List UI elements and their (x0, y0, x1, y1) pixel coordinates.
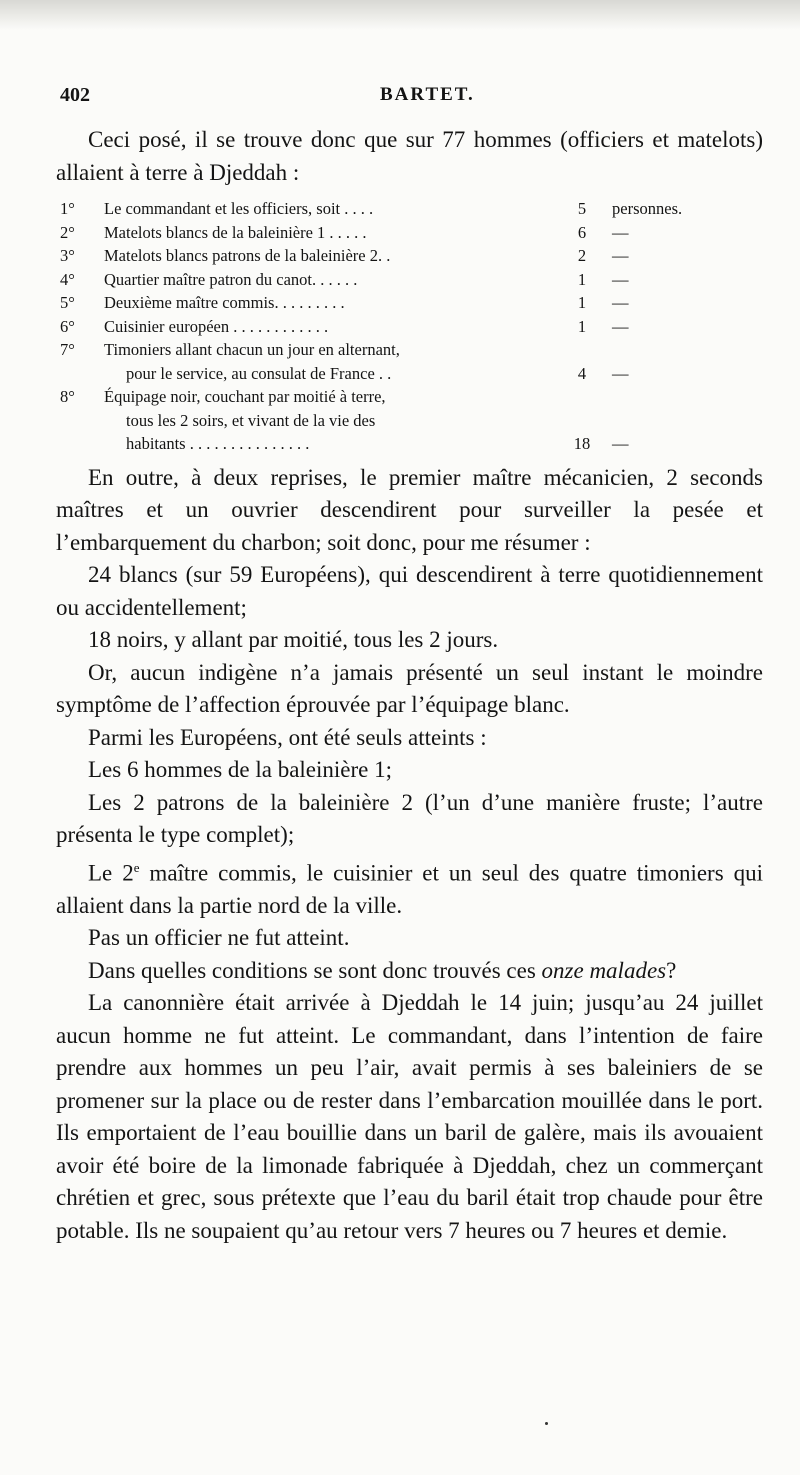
paragraph: La canonnière était arrivée à Djeddah le 14 juin; jusqu’au 24 juillet aucun homme ne fut atteint. Le commandant, dans l’intention de faire prendre aux hommes un peu l’air, avait permis à ses baleiniers de se promener sur la place ou de rester dans l’embarcation mouillée dans le port. Ils emportaient de l’eau bouillie dans un baril de galère, mais ils avouaient avoir été boire de la limonade fabriquée à Djeddah, chez un commerçant chrétien et grec, sous prétexte que l’eau du baril était trop chaude pour être potable. Ils ne soupaient qu’au retour vers 7 heures ou 7 heures et demie. (56, 990, 763, 1243)
list-text-block (104, 338, 564, 385)
paragraph: Or, aucun indigène n’a jamais présenté un seul instant le moindre symptôme de l’affection éprouvée par l’équipage blanc. (56, 659, 763, 717)
list-text: Cuisinier européen . . . . . . . . . . . . (104, 316, 329, 336)
crew-list (56, 197, 763, 456)
list-item (56, 291, 763, 315)
list-number: 2° (60, 222, 75, 242)
list-text: Matelots blancs patrons de la baleinière 2. . (104, 246, 391, 265)
list-number: 1° (60, 199, 75, 218)
list-unit: — (612, 434, 629, 453)
list-item (56, 385, 763, 456)
list-count: 2 (577, 246, 587, 265)
page-header (60, 84, 760, 114)
list-unit: — (612, 316, 629, 336)
list-text: Timoniers allant chacun un jour en alternant, (104, 340, 400, 359)
list-count: 18 (573, 434, 591, 453)
list-number: 6° (60, 316, 75, 336)
italic-text: onze malades (541, 957, 667, 983)
paragraph: En outre, à deux reprises, le premier maître mécanicien, 2 seconds maîtres et un ouvrier descendirent pour surveiller la pesée et l’embarquement du charbon; soit donc, pour me résumer : (56, 464, 763, 555)
list-text: Quartier maître patron du canot. . . . . . (104, 269, 358, 289)
list-count: 5 (577, 199, 587, 218)
list-item (56, 315, 763, 339)
list-number: 5° (60, 293, 75, 312)
list-text-continued: pour le service, au consulat de France . . (126, 363, 392, 383)
paragraph-text: ? (666, 957, 677, 983)
list-text-block (104, 385, 564, 456)
list-number: 4° (60, 269, 75, 289)
scan-edge-shadow (0, 0, 800, 30)
running-head: BARTET. (380, 84, 475, 105)
list-text: Le commandant et les officiers, soit . . . . (104, 199, 374, 218)
list-item (56, 221, 763, 245)
paragraph: Pas un officier ne fut atteint. (88, 925, 350, 951)
list-count: 4 (577, 363, 587, 383)
list-item (56, 338, 763, 385)
page-body (56, 124, 763, 1247)
list-unit: — (612, 293, 629, 312)
list-count: 1 (577, 316, 587, 336)
list-unit: — (612, 222, 629, 242)
list-number: 3° (60, 246, 75, 265)
list-number: 7° (60, 340, 75, 359)
list-count: 6 (577, 222, 587, 242)
list-text-continued: habitants . . . . . . . . . . . . . . . (126, 434, 310, 453)
paragraph-text: Le 2 (88, 860, 134, 886)
list-unit: — (612, 269, 629, 289)
ink-speck (545, 1422, 548, 1425)
list-unit: — (612, 363, 629, 383)
list-item (56, 244, 763, 268)
paragraph: Les 6 hommes de la baleinière 1; (88, 757, 393, 782)
list-text: Matelots blancs de la baleinière 1 . . . . . (104, 222, 367, 242)
paragraph (56, 852, 763, 923)
paragraph-text: maître commis, le cuisinier et un seul des quatre timoniers qui allaient dans la partie nord de la ville. (56, 860, 763, 918)
superscript: e (133, 859, 140, 875)
list-unit: — (612, 246, 629, 265)
paragraph (56, 955, 763, 988)
list-number: 8° (60, 387, 75, 406)
paragraph-intro: Ceci posé, il se trouve donc que sur 77 hommes (officiers et matelots) allaient à terre à Djeddah : (56, 127, 763, 185)
list-text-continued: tous les 2 soirs, et vivant de la vie des (126, 410, 376, 430)
list-text: Deuxième maître commis. . . . . . . . . (104, 293, 345, 312)
paragraph: Parmi les Européens, ont été seuls atteints : (88, 724, 487, 750)
paragraph: Les 2 patrons de la baleinière 2 (l’un d’une manière fruste; l’autre présenta le type complet); (56, 789, 763, 847)
paragraph: 18 noirs, y allant par moitié, tous les 2 jours. (88, 627, 499, 652)
list-item (56, 268, 763, 292)
paragraph: 24 blancs (sur 59 Européens), qui descendirent à terre quotidiennement ou accidentellement; (56, 562, 763, 620)
page-number: 402 (60, 84, 90, 106)
list-count: 1 (577, 293, 587, 312)
list-item (56, 197, 763, 221)
list-count: 1 (577, 269, 587, 289)
paragraph-text: Dans quelles conditions se sont donc trouvés ces (88, 957, 542, 983)
list-unit: personnes. (612, 199, 683, 218)
list-text: Équipage noir, couchant par moitié à terre, (104, 387, 386, 406)
